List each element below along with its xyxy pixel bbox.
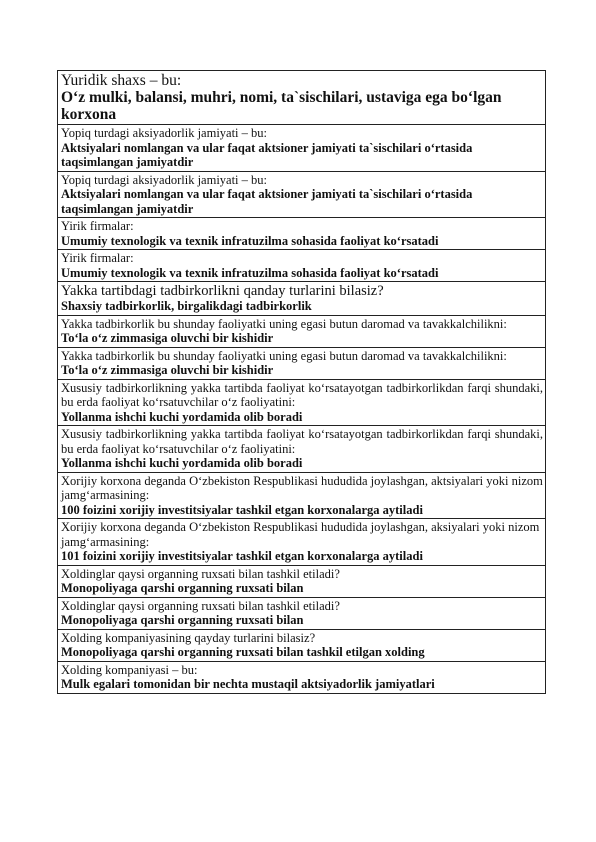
answer-text: Umumiy texnologik va texnik infratuzilma sohasida faoliyat ko‘rsatadi bbox=[61, 233, 439, 248]
answer-text: To‘la o‘z zimmasiga oluvchi bir kishidir bbox=[61, 331, 274, 345]
question-text: Yakka tadbirkorlik bu shunday faoliyatki uning egasi butun daromad va tavakkalchilikni: bbox=[61, 348, 507, 363]
answer-text: Monopoliyaga qarshi organning ruxsati bilan tashkil etilgan xolding bbox=[61, 645, 425, 659]
table-row bbox=[58, 171, 546, 218]
table-row bbox=[58, 629, 546, 661]
table-cell bbox=[58, 71, 546, 125]
question-text: Yopiq turdagi aksiyadorlik jamiyati – bu: bbox=[61, 126, 268, 140]
table-row bbox=[58, 125, 546, 172]
table-row bbox=[58, 379, 546, 426]
table-cell bbox=[58, 379, 546, 426]
answer-text: Aktsiyalari nomlangan va ular faqat aktsioner jamiyati ta`sischilari o‘rtasida taqsimlangan jamiyatdir bbox=[61, 140, 473, 169]
answer-text: Umumiy texnologik va texnik infratuzilma sohasida faoliyat ko‘rsatadi bbox=[61, 265, 439, 280]
answer-text: Yollanma ishchi kuchi yordamida olib boradi bbox=[61, 456, 303, 470]
table-row bbox=[58, 426, 546, 473]
answer-text: Aktsiyalari nomlangan va ular faqat aktsioner jamiyati ta`sischilari o‘rtasida taqsimlangan jamiyatdir bbox=[61, 187, 473, 216]
answer-text: 100 foizini xorijiy investitsiyalar tashkil etgan korxonalarga aytiladi bbox=[61, 502, 423, 517]
table-cell bbox=[58, 472, 546, 519]
question-text: Xoldinglar qaysi organning ruxsati bilan tashkil etiladi? bbox=[61, 566, 340, 581]
question-text: Yakka tartibdagi tadbirkorlikni qanday turlarini bilasiz? bbox=[61, 283, 384, 299]
question-text: Xolding kompaniyasining qayday turlarini bilasiz? bbox=[61, 630, 316, 645]
table-cell bbox=[58, 597, 546, 629]
answer-text: Monopoliyaga qarshi organning ruxsati bilan bbox=[61, 581, 304, 595]
answer-text: O‘z mulki, balansi, muhri, nomi, ta`sischilari, ustaviga ega bo‘lgan korxona bbox=[61, 89, 502, 123]
table-row bbox=[58, 472, 546, 519]
table-cell bbox=[58, 250, 546, 282]
question-text: Xorijiy korxona deganda O‘zbekiston Respublikasi hududida joylashgan, aktsiyalari yoki nizom jamg‘armasining: bbox=[61, 473, 543, 502]
answer-text: Yollanma ishchi kuchi yordamida olib boradi bbox=[61, 409, 303, 424]
table-row bbox=[58, 71, 546, 125]
answer-text: Mulk egalari tomonidan bir nechta mustaqil aktsiyadorlik jamiyatlari bbox=[61, 677, 435, 691]
question-text: Xoldinglar qaysi organning ruxsati bilan tashkil etiladi? bbox=[61, 598, 340, 613]
table-cell bbox=[58, 218, 546, 250]
answer-text: Shaxsiy tadbirkorlik, birgalikdagi tadbirkorlik bbox=[61, 299, 312, 313]
question-text: Xolding kompaniyasi – bu: bbox=[61, 662, 198, 677]
table-cell bbox=[58, 629, 546, 661]
question-text: Yopiq turdagi aksiyadorlik jamiyati – bu: bbox=[61, 172, 268, 187]
question-text: Xususiy tadbirkorlikning yakka tartibda faoliyat ko‘rsatayotgan tadbirkorlikdan farqi shundaki, bu erda faoliyat ko‘rsatuvchilar o‘z faoliyatini: bbox=[61, 427, 543, 456]
question-text: Yirik firmalar: bbox=[61, 219, 134, 233]
table-cell bbox=[58, 315, 546, 347]
table-row bbox=[58, 282, 546, 316]
question-text: Xorijiy korxona deganda O‘zbekiston Respublikasi hududida joylashgan, aksiyalari yoki nizom jamg‘armasining: bbox=[61, 520, 540, 549]
table-row bbox=[58, 250, 546, 282]
table-cell bbox=[58, 565, 546, 597]
table-row bbox=[58, 565, 546, 597]
question-text: Yuridik shaxs – bu: bbox=[61, 72, 182, 89]
table-cell bbox=[58, 426, 546, 473]
table-cell bbox=[58, 282, 546, 316]
table-cell bbox=[58, 125, 546, 172]
answer-text: Monopoliyaga qarshi organning ruxsati bilan bbox=[61, 613, 304, 627]
table-cell bbox=[58, 661, 546, 693]
answer-text: 101 foizini xorijiy investitsiyalar tashkil etgan korxonalarga aytiladi bbox=[61, 549, 423, 563]
question-text: Yakka tadbirkorlik bu shunday faoliyatki uning egasi butun daromad va tavakkalchilikni: bbox=[61, 316, 507, 331]
table-cell bbox=[58, 171, 546, 218]
table-row bbox=[58, 218, 546, 250]
table-row bbox=[58, 347, 546, 379]
answer-text: To‘la o‘z zimmasiga oluvchi bir kishidir bbox=[61, 363, 274, 377]
table-row bbox=[58, 661, 546, 693]
table-row bbox=[58, 315, 546, 347]
question-text: Yirik firmalar: bbox=[61, 251, 134, 265]
table-cell bbox=[58, 347, 546, 379]
table-row bbox=[58, 519, 546, 566]
question-text: Xususiy tadbirkorlikning yakka tartibda faoliyat ko‘rsatayotgan tadbirkorlikdan farqi shundaki, bu erda faoliyat ko‘rsatuvchilar o‘z faoliyatini: bbox=[61, 380, 543, 409]
qa-table bbox=[57, 70, 546, 694]
table-cell bbox=[58, 519, 546, 566]
table-row bbox=[58, 597, 546, 629]
